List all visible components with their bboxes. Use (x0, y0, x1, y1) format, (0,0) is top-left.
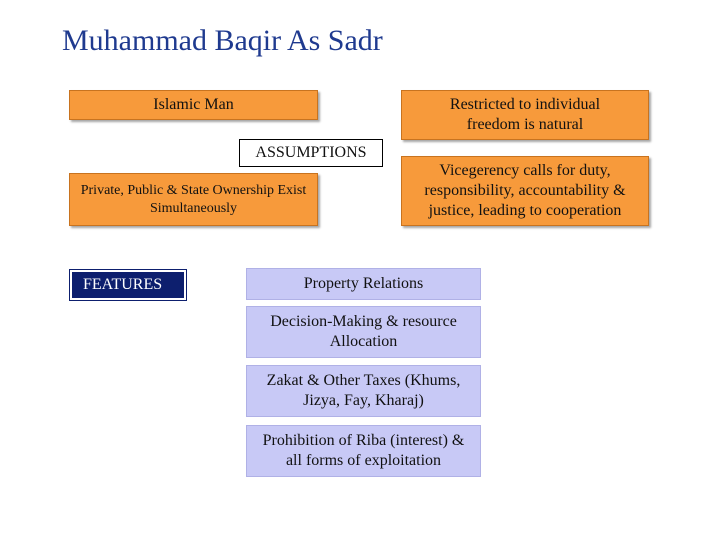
riba-prohibition-box: Prohibition of Riba (interest) & all forms of exploitation (246, 425, 481, 477)
islamic-man-box: Islamic Man (69, 90, 318, 120)
vicegerency-box: Vicegerency calls for duty, responsibility, accountability & justice, leading to cooperation (401, 156, 649, 226)
page-title: Muhammad Baqir As Sadr (62, 24, 383, 57)
property-relations-box: Property Relations (246, 268, 481, 300)
decision-making-box: Decision-Making & resource Allocation (246, 306, 481, 358)
ownership-box: Private, Public & State Ownership Exist Simultaneously (69, 173, 318, 226)
zakat-taxes-box: Zakat & Other Taxes (Khums, Jizya, Fay, Kharaj) (246, 365, 481, 417)
assumptions-label: ASSUMPTIONS (239, 139, 383, 167)
restricted-freedom-box: Restricted to individual freedom is natural (401, 90, 649, 140)
features-label: FEATURES (70, 270, 186, 300)
